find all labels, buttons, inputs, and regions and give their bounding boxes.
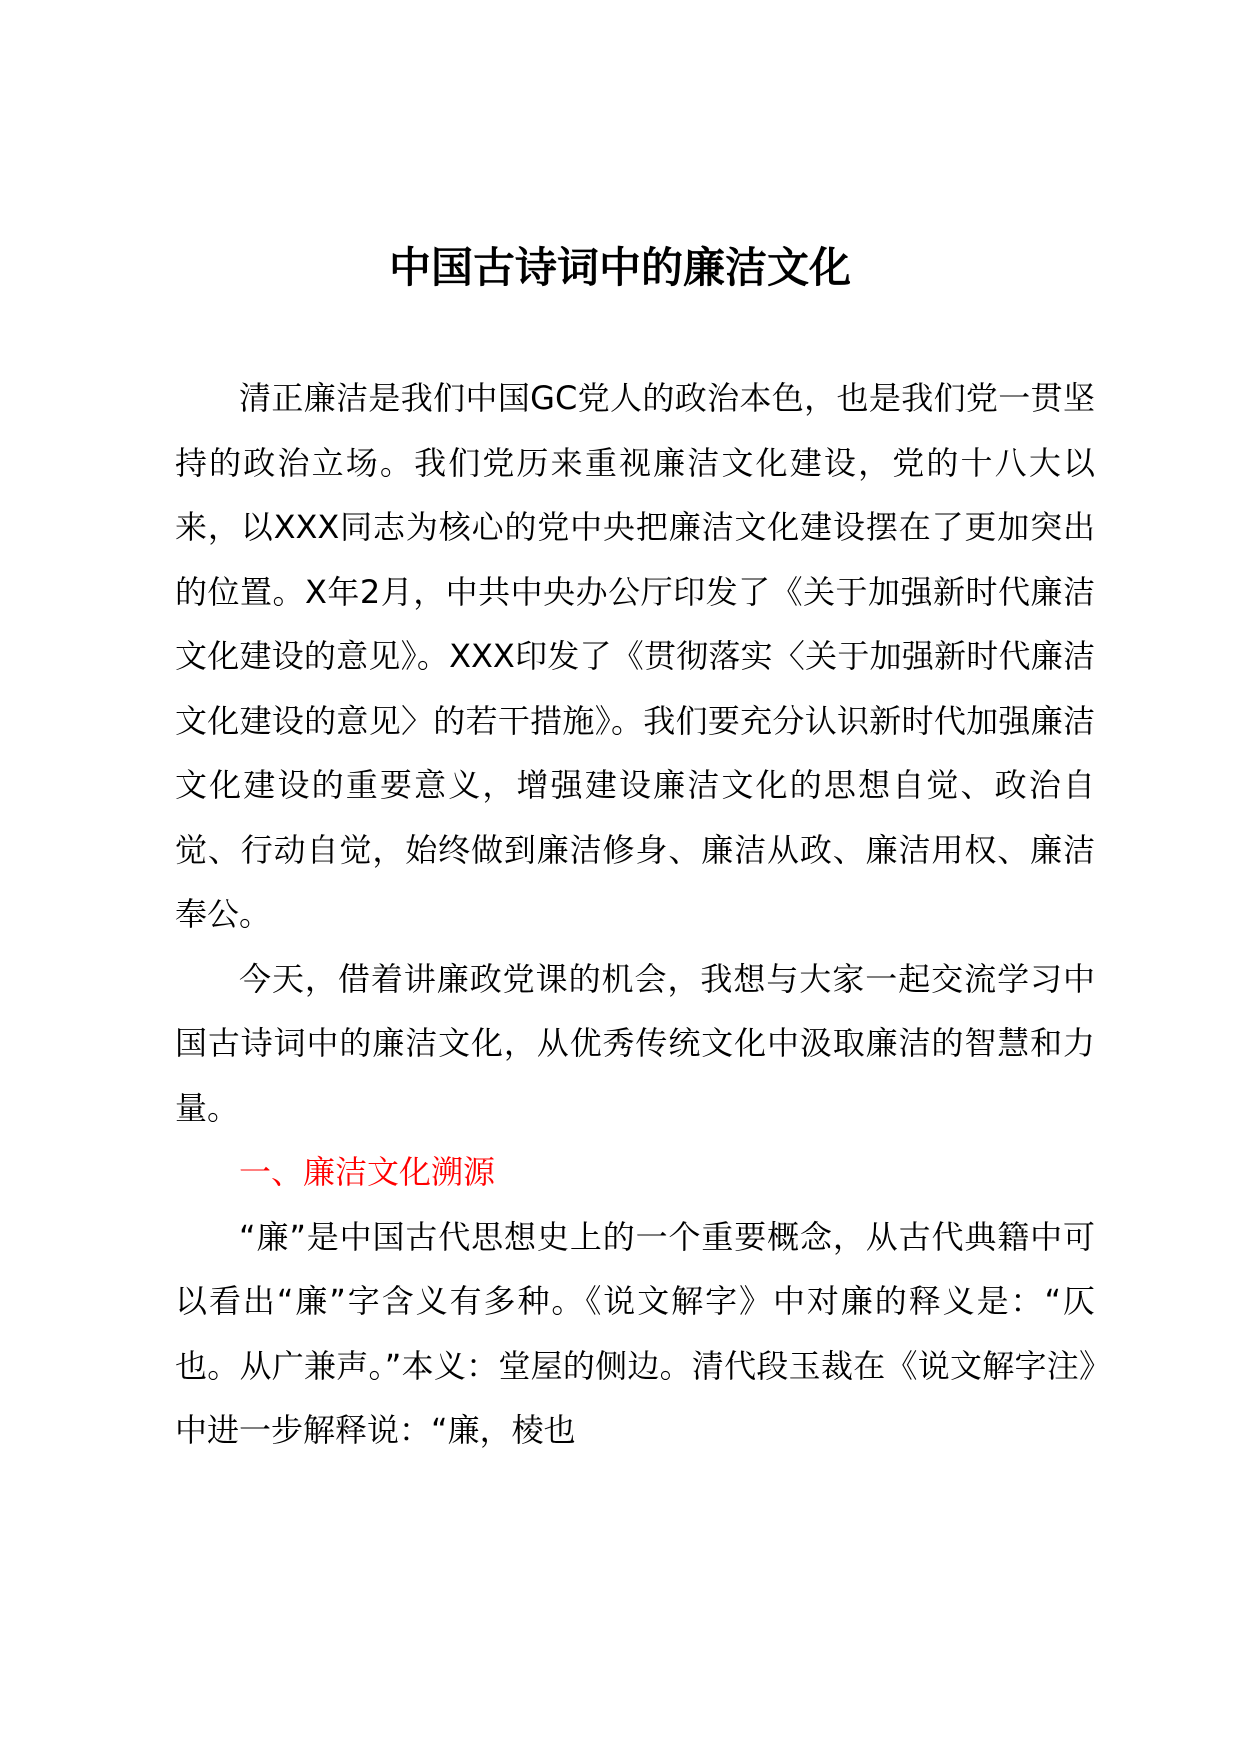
section-heading-1: 一、廉洁文化溯源 xyxy=(239,1153,496,1191)
paragraph-purpose: 今天，借着讲廉政党课的机会，我想与大家一起交流学习中国古诗词中的廉洁文化，从优秀传统文化中汲取廉洁的智慧和力量。 xyxy=(175,959,1095,1127)
document-body xyxy=(175,366,1095,1463)
paragraph-lian-origin: “廉”是中国古代思想史上的一个重要概念，从古代典籍中可以看出“廉”字含义有多种。《说文解字》中对廉的释义是：“仄也。从广兼声。”本义：堂屋的侧边。清代段玉裁在《说文解字注》中进一步解释说：“廉，棱也 xyxy=(175,1217,1095,1449)
document-title: 中国古诗词中的廉洁文化 xyxy=(388,243,851,292)
paragraph-intro: 清正廉洁是我们中国GC党人的政治本色，也是我们党一贯坚持的政治立场。我们党历来重视廉洁文化建设，党的十八大以来，以XXX同志为核心的党中央把廉洁文化建设摆在了更加突出的位置。X年2月，中共中央办公厅印发了《关于加强新时代廉洁文化建设的意见》。XXX印发了《贯彻落实〈关于加强新时代廉洁文化建设的意见〉的若干措施》。我们要充分认识新时代加强廉洁文化建设的重要意义，增强建设廉洁文化的思想自觉、政治自觉、行动自觉，始终做到廉洁修身、廉洁从政、廉洁用权、廉洁奉公。 xyxy=(175,379,1095,933)
